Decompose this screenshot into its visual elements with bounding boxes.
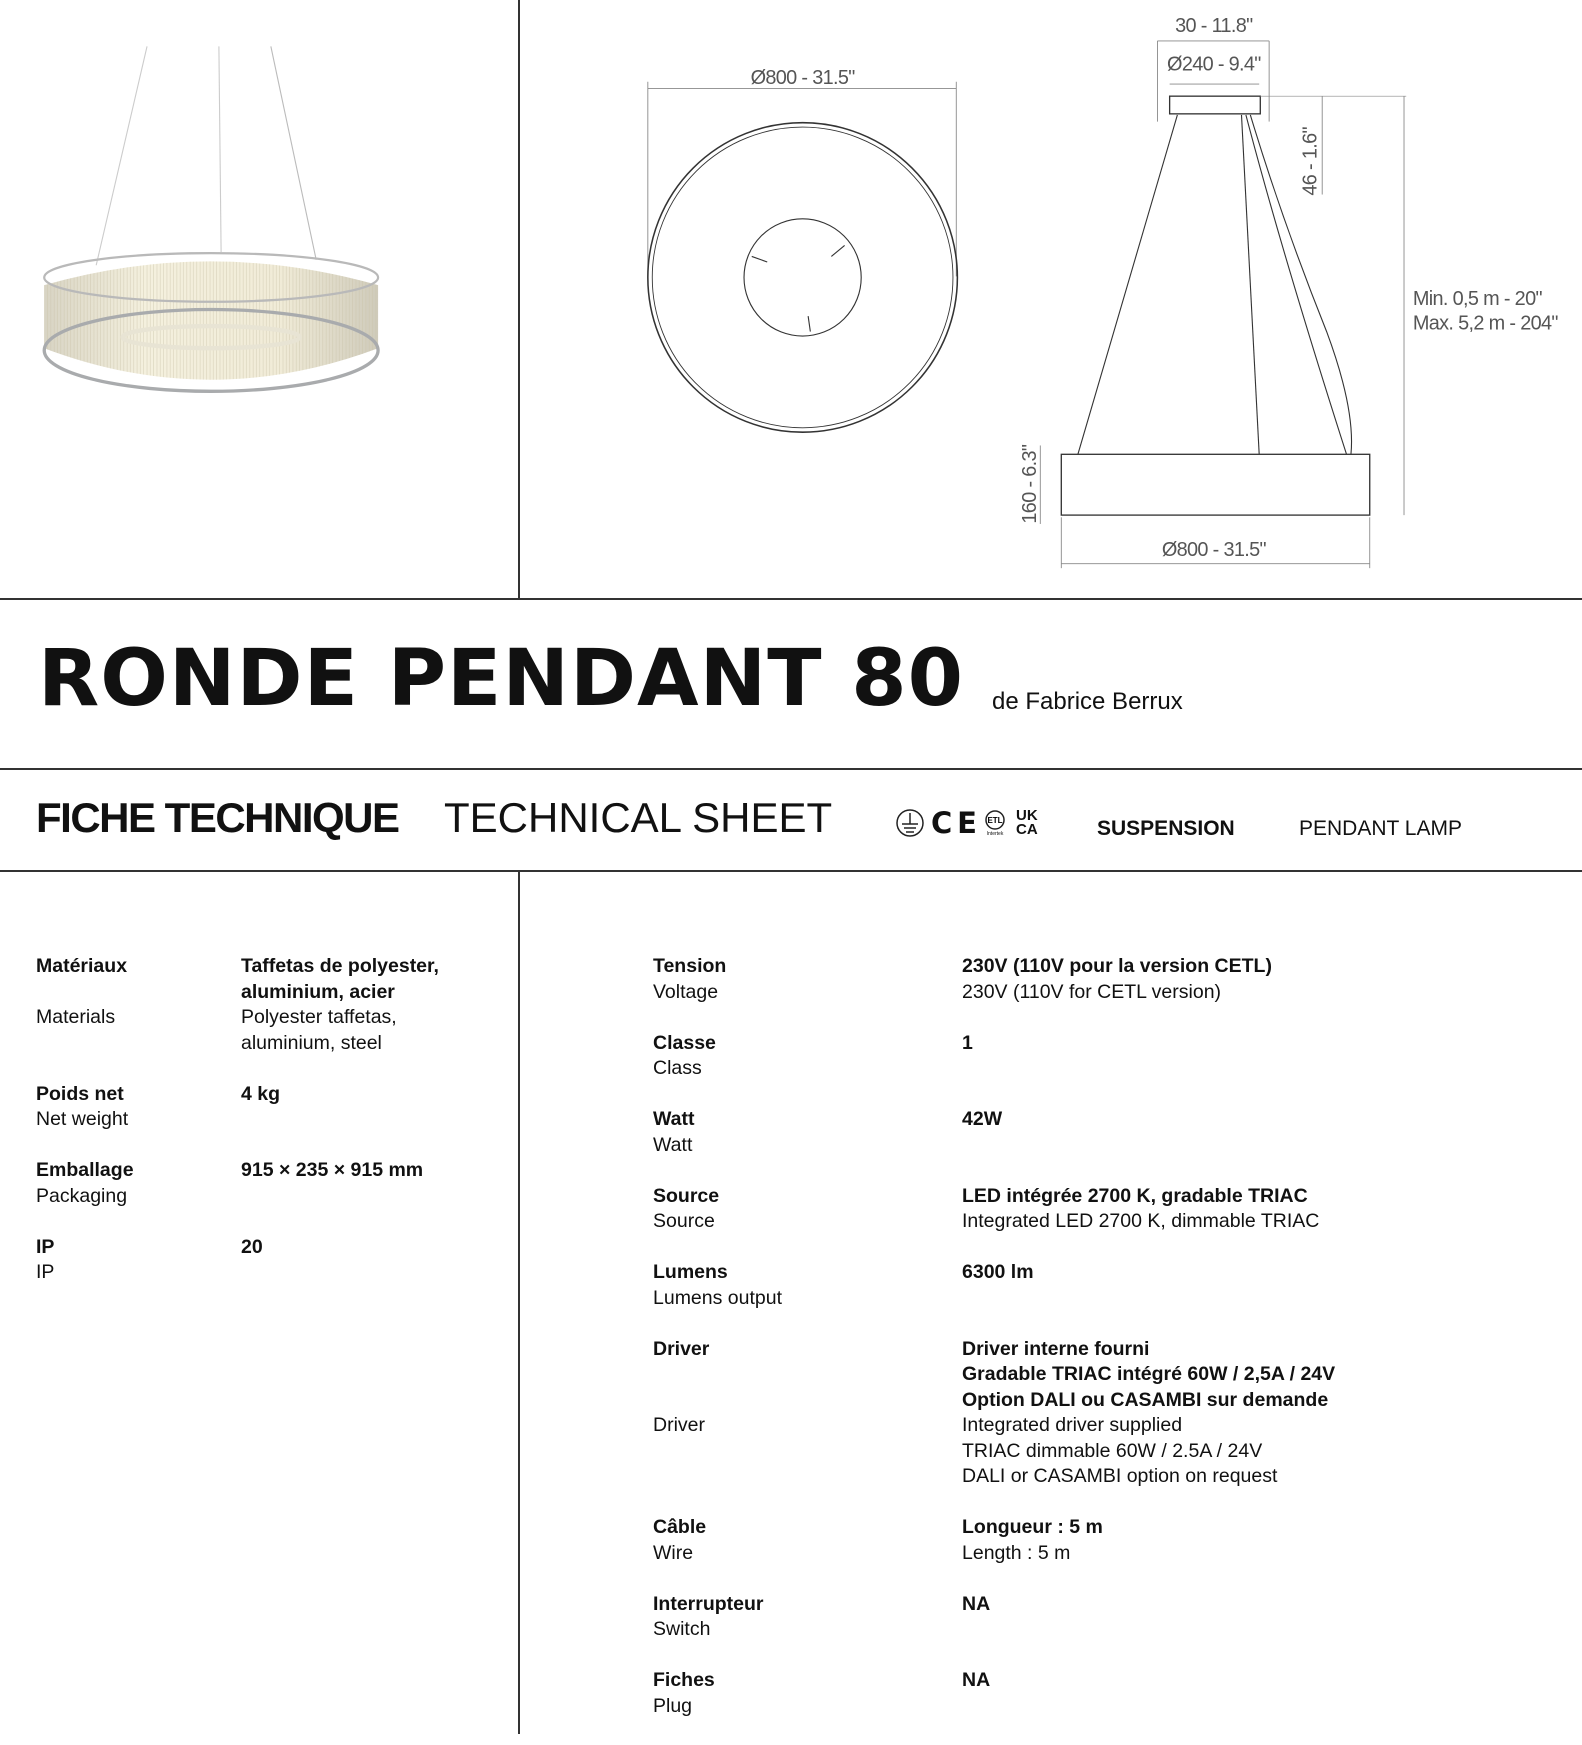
- canopy-height-label: 46 - 1.6": [1299, 127, 1322, 196]
- divider: [0, 598, 1582, 600]
- canopy-width-label: 30 - 11.8": [1175, 15, 1253, 38]
- product-designer: de Fabrice Berrux: [992, 688, 1183, 715]
- spec-value-en: [962, 1413, 1522, 1490]
- spec-value-line: Option DALI ou CASAMBI sur demande: [962, 1388, 1329, 1411]
- spec-item: [36, 1082, 501, 1133]
- spec-item: [653, 1184, 1522, 1235]
- spec-label-en: Packaging: [36, 1184, 128, 1207]
- spec-row-fr: [653, 1031, 1522, 1057]
- spec-label-fr: Lumens: [653, 1261, 728, 1283]
- spec-row-en: [653, 1133, 1522, 1159]
- specs-right-column: [653, 954, 1522, 1745]
- spec-value-line: 915 × 235 × 915 mm: [241, 1159, 424, 1181]
- category-en: PENDANT LAMP: [1299, 817, 1462, 840]
- spec-row-fr: [653, 1107, 1522, 1133]
- specs-left-column: [36, 954, 501, 1311]
- spec-label-fr: Driver: [653, 1337, 710, 1360]
- spec-label-fr: Tension: [653, 955, 727, 977]
- spec-value-line: DALI or CASAMBI option on request: [962, 1465, 1278, 1487]
- spec-row-fr: [653, 1184, 1522, 1210]
- spec-value-fr: [241, 1082, 501, 1108]
- divider: [518, 870, 520, 1734]
- spec-value-line: 1: [962, 1031, 973, 1054]
- spec-value-en: [962, 1541, 1522, 1567]
- shade-height-label: 160 - 6.3": [1018, 444, 1041, 524]
- spec-label-en: Driver: [653, 1414, 705, 1436]
- shade-diameter-label: Ø800 - 31.5": [1161, 538, 1266, 561]
- divider: [0, 870, 1582, 872]
- spec-value-fr: [962, 1668, 1522, 1694]
- spec-row-fr: [36, 954, 501, 1005]
- sheet-title-en: TECHNICAL SHEET: [444, 794, 833, 841]
- ce-mark-icon: C E: [931, 806, 978, 840]
- ground-class-icon: [895, 808, 925, 838]
- spec-value-fr: [962, 1184, 1522, 1210]
- etl-intertek-icon: [984, 809, 1006, 837]
- spec-row-en: [653, 1694, 1522, 1720]
- sheet-title-fr: FICHE TECHNIQUE: [36, 794, 399, 841]
- spec-value-line: Gradable TRIAC intégré 60W / 2,5A / 24V: [962, 1363, 1336, 1385]
- spec-row-en: [36, 1005, 501, 1056]
- spec-row-en: [653, 980, 1522, 1006]
- spec-label-en: Source: [653, 1210, 715, 1232]
- top-view-drawing: [648, 82, 958, 432]
- side-view-drawing: [1040, 41, 1406, 568]
- spec-row-en: [653, 1286, 1522, 1312]
- category-fr: SUSPENSION: [1097, 817, 1235, 840]
- spec-label-fr: Matériaux: [36, 955, 128, 977]
- spec-row-fr: [653, 954, 1522, 980]
- spec-label-fr: Interrupteur: [653, 1592, 764, 1615]
- spec-value-fr: [962, 1260, 1522, 1286]
- spec-value-en: [962, 1617, 1522, 1643]
- divider: [518, 0, 520, 598]
- spec-value-fr: [962, 954, 1522, 980]
- spec-row-en: [653, 1056, 1522, 1082]
- spec-row-en: [653, 1413, 1522, 1490]
- spec-value-line: NA: [962, 1592, 991, 1615]
- product-photo: [44, 46, 378, 391]
- top-view-diameter-label: Ø800 - 31.5": [750, 67, 855, 90]
- spec-value-line: 230V (110V pour la version CETL): [962, 955, 1272, 977]
- spec-value-line: Taffetas de polyester,: [241, 955, 439, 977]
- spec-value-en: [241, 1260, 501, 1286]
- spec-value-en: [962, 1286, 1522, 1312]
- divider: [0, 768, 1582, 770]
- spec-value-fr: [241, 954, 501, 1005]
- spec-value-line: 20: [241, 1235, 263, 1258]
- spec-value-line: aluminium, steel: [241, 1031, 382, 1054]
- spec-value-line: LED intégrée 2700 K, gradable TRIAC: [962, 1184, 1308, 1207]
- spec-row-en: [653, 1541, 1522, 1567]
- spec-row-en: [36, 1184, 501, 1210]
- spec-value-line: Driver interne fourni: [962, 1337, 1150, 1360]
- spec-item: [653, 1260, 1522, 1311]
- spec-label-en: Voltage: [653, 980, 719, 1003]
- ukca-uk: UK: [1015, 807, 1038, 824]
- spec-value-fr: [962, 1515, 1522, 1541]
- spec-value-en: [241, 1184, 501, 1210]
- spec-value-en: [962, 980, 1522, 1006]
- spec-label-fr: Source: [653, 1184, 720, 1207]
- certification-marks: [895, 806, 1038, 840]
- intertek-label: Intertek: [986, 831, 1004, 837]
- svg-text:ETL: ETL: [987, 816, 1003, 825]
- spec-label-fr: Classe: [653, 1031, 716, 1054]
- spec-label-en: Watt: [653, 1133, 693, 1156]
- spec-value-fr: [962, 1592, 1522, 1618]
- spec-item: [653, 1031, 1522, 1082]
- spec-label-en: Wire: [653, 1541, 694, 1564]
- spec-value-en: [962, 1694, 1522, 1720]
- spec-value-line: 42W: [962, 1108, 1003, 1130]
- spec-value-fr: [241, 1158, 501, 1184]
- spec-item: [36, 1235, 501, 1286]
- spec-item: [36, 1158, 501, 1209]
- spec-label-fr: Fiches: [653, 1669, 715, 1691]
- spec-row-fr: [653, 1337, 1522, 1414]
- spec-label-en: Plug: [653, 1694, 693, 1717]
- spec-value-fr: [962, 1031, 1522, 1057]
- spec-value-line: TRIAC dimmable 60W / 2.5A / 24V: [962, 1439, 1263, 1462]
- spec-value-line: Integrated driver supplied: [962, 1414, 1183, 1436]
- spec-value-line: Polyester taffetas,: [241, 1006, 397, 1028]
- spec-label-en: Net weight: [36, 1108, 129, 1130]
- spec-item: [653, 1592, 1522, 1643]
- spec-value-en: [241, 1005, 501, 1056]
- spec-label-en: Switch: [653, 1618, 711, 1640]
- spec-value-line: 4 kg: [241, 1082, 281, 1105]
- spec-item: [653, 1107, 1522, 1158]
- spec-row-fr: [36, 1082, 501, 1108]
- spec-item: [653, 1337, 1522, 1490]
- spec-value-en: [962, 1209, 1522, 1235]
- spec-value-line: Length : 5 m: [962, 1541, 1071, 1564]
- suspension-min-label: Min. 0,5 m - 20": [1412, 288, 1542, 311]
- suspension-max-label: Max. 5,2 m - 204": [1412, 312, 1558, 335]
- spec-label-fr: Emballage: [36, 1159, 134, 1181]
- spec-label-en: Lumens output: [653, 1286, 783, 1309]
- spec-item: [653, 1668, 1522, 1719]
- spec-row-fr: [36, 1158, 501, 1184]
- spec-label-fr: Câble: [653, 1516, 707, 1538]
- spec-value-fr: [962, 1337, 1522, 1414]
- spec-row-en: [653, 1617, 1522, 1643]
- ukca-mark-icon: [1016, 809, 1038, 837]
- spec-value-line: aluminium, acier: [241, 980, 395, 1003]
- spec-label-fr: Watt: [653, 1108, 695, 1130]
- spec-value-line: Longueur : 5 m: [962, 1516, 1103, 1538]
- spec-item: [653, 954, 1522, 1005]
- spec-value-line: NA: [962, 1669, 991, 1691]
- spec-row-en: [36, 1260, 501, 1286]
- spec-item: [36, 954, 501, 1056]
- product-title: RONDE PENDANT 80: [38, 634, 965, 724]
- canopy-diameter-label: Ø240 - 9.4": [1167, 53, 1261, 76]
- spec-value-line: Integrated LED 2700 K, dimmable TRIAC: [962, 1210, 1320, 1232]
- spec-row-fr: [653, 1260, 1522, 1286]
- spec-value-en: [241, 1107, 501, 1133]
- spec-label-fr: Poids net: [36, 1082, 124, 1105]
- spec-row-fr: [653, 1668, 1522, 1694]
- spec-label-en: Class: [653, 1057, 702, 1079]
- spec-label-en: IP: [36, 1261, 55, 1283]
- product-drawings: [0, 0, 1582, 598]
- spec-value-fr: [241, 1235, 501, 1261]
- spec-value-fr: [962, 1107, 1522, 1133]
- spec-row-en: [36, 1107, 501, 1133]
- spec-value-en: [962, 1056, 1522, 1082]
- spec-row-en: [653, 1209, 1522, 1235]
- spec-label-fr: IP: [36, 1235, 55, 1258]
- spec-value-line: 230V (110V for CETL version): [962, 980, 1222, 1003]
- spec-value-line: 6300 lm: [962, 1261, 1034, 1283]
- spec-value-en: [962, 1133, 1522, 1159]
- spec-row-fr: [653, 1515, 1522, 1541]
- spec-item: [653, 1515, 1522, 1566]
- ukca-ca: CA: [1015, 821, 1038, 838]
- spec-row-fr: [653, 1592, 1522, 1618]
- spec-row-fr: [36, 1235, 501, 1261]
- spec-label-en: Materials: [36, 1006, 116, 1028]
